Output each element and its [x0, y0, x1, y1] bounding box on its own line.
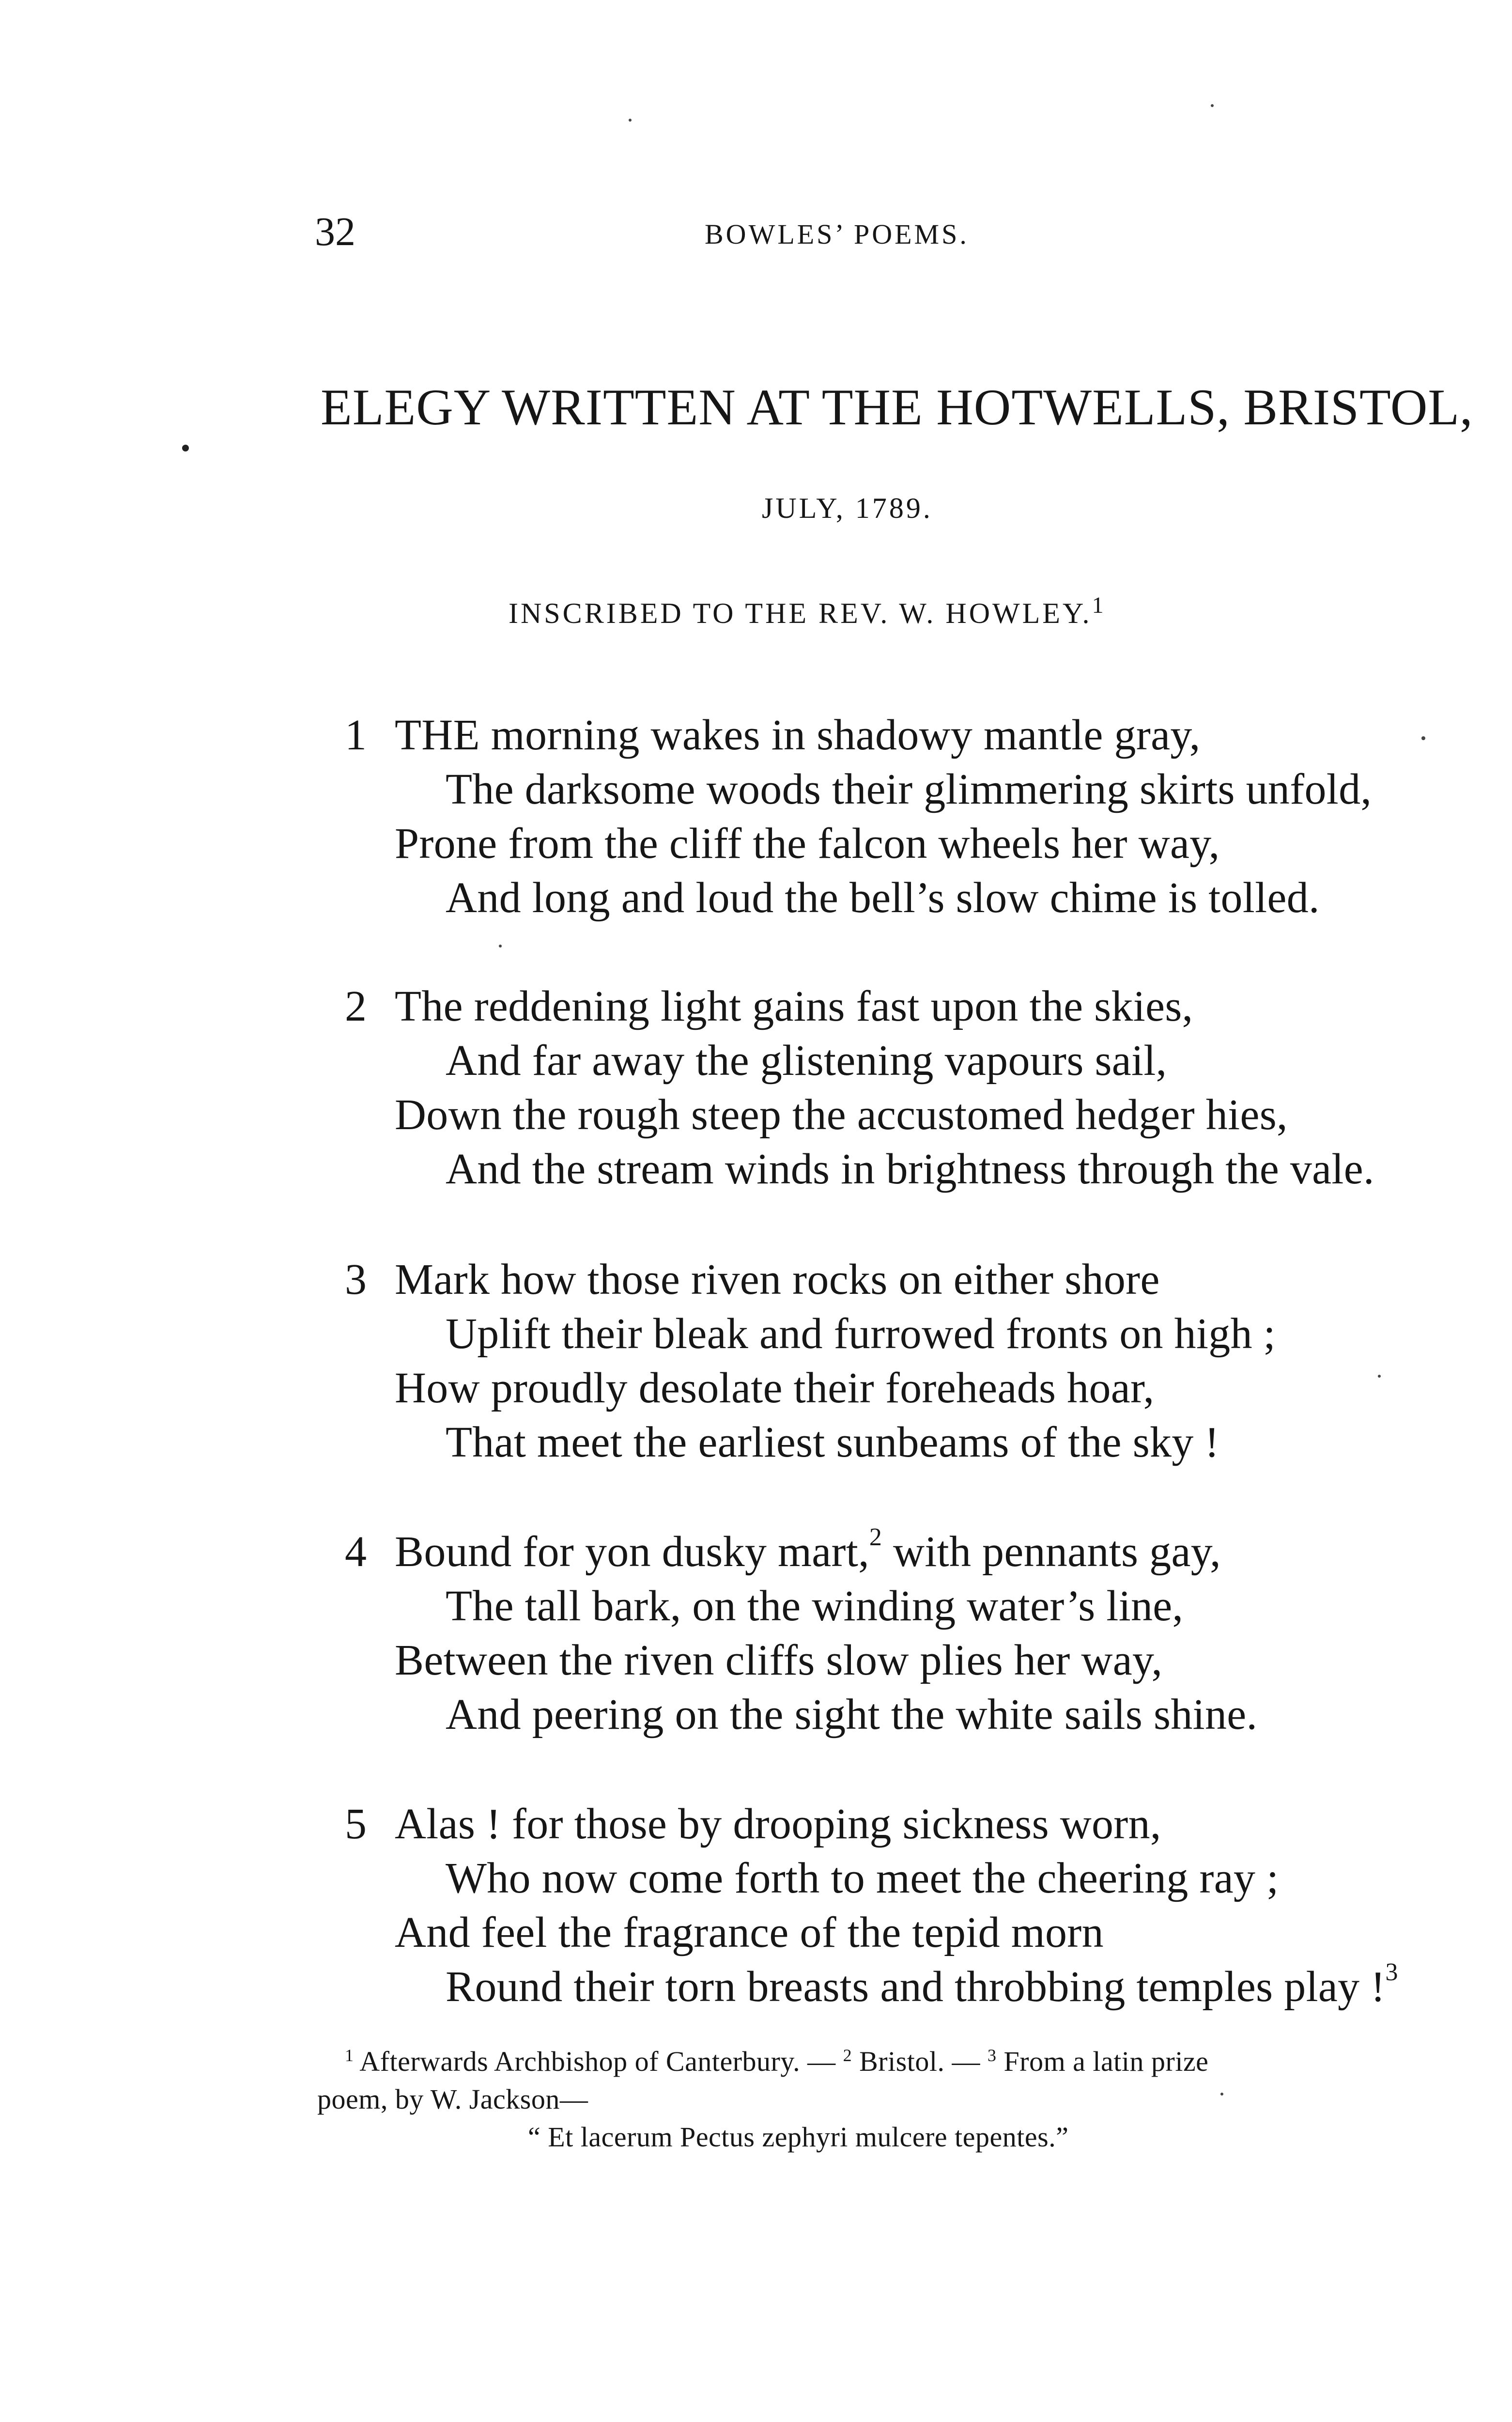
poem-line: And long and loud the bell’s slow chime is tolled.: [446, 874, 1320, 922]
footnote-ref: 3: [1385, 1958, 1398, 1986]
poem-line: Prone from the cliff the falcon wheels her way,: [395, 820, 1220, 868]
poem-date: JULY, 1789.: [762, 492, 933, 524]
poem-line: The darksome woods their glimmering skirts unfold,: [446, 765, 1372, 813]
print-speck: [1378, 1375, 1381, 1378]
poem-line: Uplift their bleak and furrowed fronts on high ;: [446, 1310, 1276, 1358]
poem-line: And feel the fragrance of the tepid morn: [395, 1909, 1104, 1956]
poem-line: And peering on the sight the white sails shine.: [446, 1691, 1258, 1739]
poem-line-text: with pennants gay,: [882, 1528, 1221, 1576]
footnote-ref: 2: [869, 1523, 882, 1551]
footnote-marker: 3: [987, 2046, 997, 2065]
poem-line: The reddening light gains fast upon the skies,: [395, 982, 1193, 1030]
poem-line: How proudly desolate their foreheads hoar,: [395, 1364, 1155, 1412]
footnote-text: From a latin prize: [996, 2046, 1209, 2077]
poem-line: And the stream winds in brightness through the vale.: [446, 1145, 1374, 1193]
poem-line: [395, 1523, 1221, 1577]
poem-line-text: Round their torn breasts and throbbing temples play !: [446, 1963, 1386, 2011]
footnote-marker: 2: [843, 2046, 852, 2065]
print-speck: [629, 119, 632, 122]
poem-line: Alas ! for those by drooping sickness worn,: [395, 1800, 1161, 1848]
poem-line: Mark how those riven rocks on either shore: [395, 1256, 1160, 1304]
print-speck: [1421, 736, 1425, 740]
poem-line: And far away the glistening vapours sail,: [446, 1037, 1167, 1085]
footnote-text: Bristol. —: [852, 2046, 987, 2077]
page-number: 32: [315, 209, 355, 254]
dedication-footnote-ref: 1: [1092, 592, 1104, 618]
dedication-text: INSCRIBED TO THE REV. W. HOWLEY.: [509, 597, 1092, 629]
poem-title: ELEGY WRITTEN AT THE HOTWELLS, BRISTOL,: [321, 379, 1473, 435]
footnote-line: poem, by W. Jackson—: [317, 2083, 588, 2115]
poem-line: That meet the earliest sunbeams of the sky !: [446, 1418, 1219, 1466]
poem-line: Who now come forth to meet the cheering ray ;: [446, 1854, 1279, 1902]
stanza-number: 4: [345, 1528, 367, 1576]
print-speck: [499, 945, 502, 947]
poem-line: Down the rough steep the accustomed hedger hies,: [395, 1091, 1288, 1139]
stanza-number: 2: [345, 982, 367, 1030]
footnote-text: Afterwards Archbishop of Canterbury. —: [354, 2046, 843, 2077]
footnote-marker: 1: [345, 2046, 354, 2065]
print-speck: [1220, 2093, 1223, 2096]
footnote-quote: “ Et lacerum Pectus zephyri mulcere tepentes.”: [528, 2121, 1069, 2153]
poem-line: Between the riven cliffs slow plies her way,: [395, 1636, 1163, 1684]
poem-line: [446, 1958, 1398, 2012]
stanza-number: 1: [345, 711, 367, 759]
stanza-number: 5: [345, 1800, 367, 1848]
poem-line: THE morning wakes in shadowy mantle gray,: [395, 711, 1201, 759]
poem-dedication: [509, 592, 1104, 630]
running-head: BOWLES’ POEMS.: [705, 218, 969, 250]
stanza-number: 3: [345, 1256, 367, 1304]
footnote-line: [345, 2045, 1208, 2078]
print-speck: [1211, 104, 1214, 107]
print-speck: [182, 445, 189, 451]
poem-line: The tall bark, on the winding water’s line,: [446, 1582, 1184, 1630]
poem-line-text: Bound for yon dusky mart,: [395, 1528, 869, 1576]
